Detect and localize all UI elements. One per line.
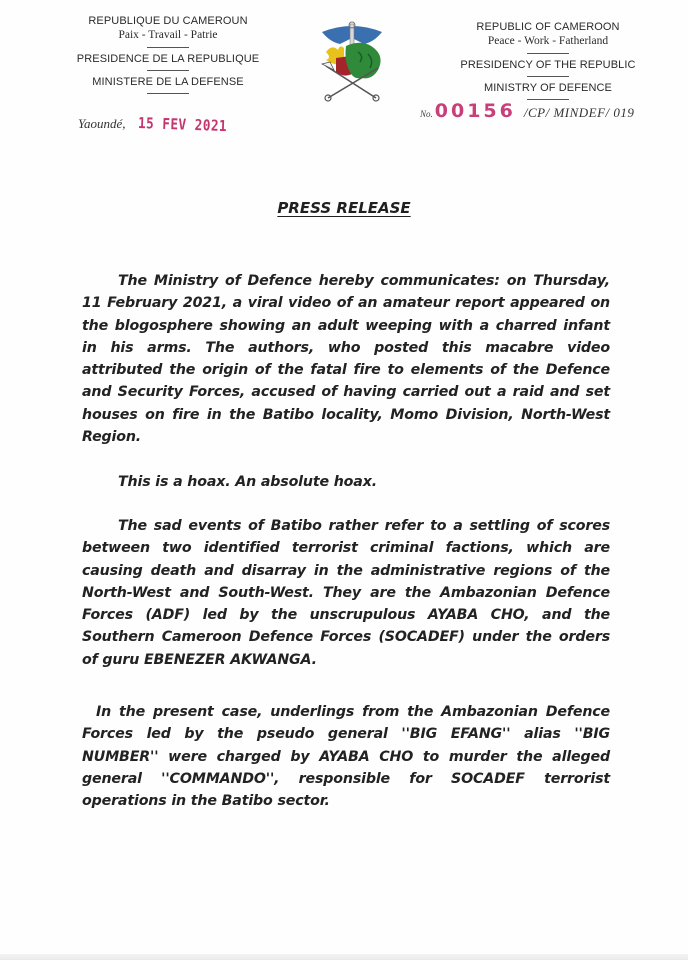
country-name-fr: REPUBLIQUE DU CAMEROUN <box>88 15 248 27</box>
divider <box>147 47 189 48</box>
paragraph-1: The Ministry of Defence hereby communicates: on Thursday, 11 February 2021, a viral video of an amateur report appeared on the blogosphere showing an adult weeping with a charred infant in his arms. The authors, who posted this macabre video attributed the origin of the fatal fire to elements of the Defence and Security Forces, accused of having carried out a raid and set houses on fire in the Batibo locality, Momo Division, North-West Region. <box>82 273 610 446</box>
presidency-en: PRESIDENCY OF THE REPUBLIC <box>460 59 636 71</box>
document-body <box>82 270 610 835</box>
divider <box>147 93 189 94</box>
number-label: No. <box>420 109 433 119</box>
place-label: Yaoundé, <box>78 116 126 131</box>
paragraph-2: This is a hoax. An absolute hoax. <box>118 473 377 490</box>
reference-number: 00156 <box>434 100 516 122</box>
ministry-of-defence-emblem-icon <box>314 18 390 104</box>
reference-line <box>420 100 634 122</box>
reference-code: /CP/ MINDEF/ 019 <box>523 105 635 120</box>
emblem-lion <box>346 43 381 79</box>
divider <box>527 53 569 54</box>
divider <box>527 76 569 77</box>
document-title: PRESS RELEASE <box>277 199 411 217</box>
country-name-en: REPUBLIC OF CAMEROON <box>476 21 620 33</box>
divider <box>147 70 189 71</box>
ministry-en: MINISTRY OF DEFENCE <box>483 82 612 94</box>
header-left-french <box>66 14 270 98</box>
place-date-line <box>78 114 242 136</box>
paragraph-4: In the present case, underlings from the Ambazonian Defence Forces led by the pseudo general ''BIG EFANG'' alias ''BIG NUMBER'' were charged by AYABA CHO to murder the alleged general ''COMMANDO'', responsible for SOCADEF terrorist operations in the Batibo sector. <box>82 704 610 810</box>
ministry-fr: MINISTERE DE LA DEFENSE <box>92 76 244 88</box>
paragraph-3: The sad events of Batibo rather refer to a settling of scores between two identified terrorist criminal factions, which are causing death and disarray in the administrative regions of the North-West and South-West. They are the Ambazonian Defence Forces (ADF) led by the unscrupulous AYABA CHO, and the Southern Cameroon Defence Forces (SOCADEF) under the orders of guru EBENEZER AKWANGA. <box>82 517 610 668</box>
motto-fr: Paix - Travail - Patrie <box>118 29 218 41</box>
motto-en: Peace - Work - Fatherland <box>487 35 609 47</box>
date-stamp: 15 FEV 2021 <box>137 114 227 136</box>
header-right-english <box>456 20 640 104</box>
presidency-fr: PRESIDENCE DE LA REPUBLIQUE <box>76 53 260 65</box>
